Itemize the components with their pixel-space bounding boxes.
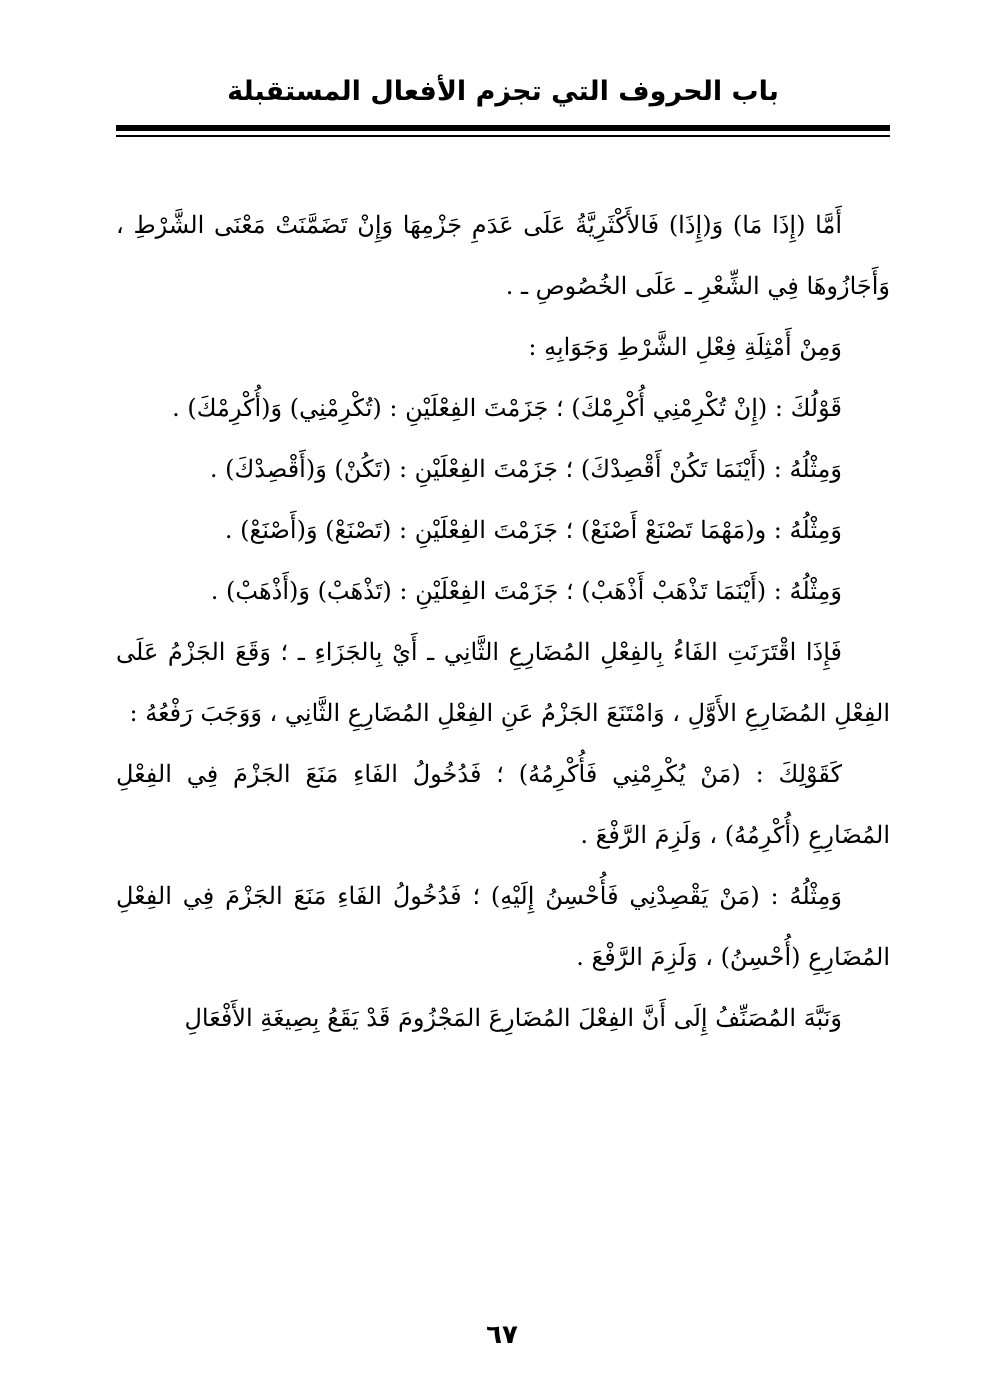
paragraph: فَإِذَا اقْتَرَنَتِ الفَاءُ بِالفِعْلِ المُضَارِعِ الثَّانِي ـ أَيْ بِالجَزَاءِ ـ ؛ وَقَعَ الجَزْمُ عَلَى الفِعْلِ المُضَارِعِ الأَوَّلِ ، وَامْتَنَعَ الجَزْمُ عَنِ الفِعْلِ المُضَارِعِ الثَّانِي ، وَوَجَبَ رَفْعُهُ : <box>116 638 890 727</box>
paragraph: وَمِثْلُهُ : (أَيْنَمَا تَذْهَبْ أَذْهَبْ) ؛ جَزَمْتَ الفِعْلَيْنِ : (تَذْهَبْ) وَ(أَذْهَبْ) . <box>210 577 842 605</box>
header-rule-thin <box>116 135 890 137</box>
paragraph: وَمِنْ أَمْثِلَةِ فِعْلِ الشَّرْطِ وَجَوَابِهِ : <box>528 333 842 361</box>
header-rule-thick <box>116 125 890 131</box>
paragraph: أَمَّا (إِذَا مَا) وَ(إِذَا) فَالأَكْثَرِيَّةُ عَلَى عَدَمِ جَزْمِهَا وَإِنْ تَضَمَّنَتْ مَعْنَى الشَّرْطِ ، وَأَجَازُوهَا فِي الشِّعْرِ ـ عَلَى الخُصُوصِ ـ . <box>116 211 890 300</box>
paragraph: وَمِثْلُهُ : (مَنْ يَقْصِدْنِي فَأُحْسِنُ إِلَيْهِ) ؛ فَدُخُولُ الفَاءِ مَنَعَ الجَزْمَ فِي الفِعْلِ المُضَارِعِ (أُحْسِنُ) ، وَلَزِمَ الرَّفْعَ . <box>116 882 890 971</box>
paragraph: وَمِثْلُهُ : و(مَهْمَا تَصْنَعْ أَصْنَعْ) ؛ جَزَمْتَ الفِعْلَيْنِ : (تَصْنَعْ) وَ(أَصْنَعْ) . <box>224 516 842 544</box>
paragraph: وَنَبَّهَ المُصَنِّفُ إِلَى أَنَّ الفِعْلَ المُضَارِعَ المَجْزُومَ قَدْ يَقَعُ بِصِيغَةِ الأَفْعَالِ <box>184 1004 842 1032</box>
running-header: باب الحروف التي تجزم الأفعال المستقبلة <box>227 76 779 107</box>
page-number: ٦٧ <box>486 1320 518 1350</box>
paragraph: كَقَوْلِكَ : (مَنْ يُكْرِمْنِي فَأُكْرِمُهُ) ؛ فَدُخُولُ الفَاءِ مَنَعَ الجَزْمَ فِي الفِعْلِ المُضَارِعِ (أُكْرِمُهُ) ، وَلَزِمَ الرَّفْعَ . <box>116 760 890 849</box>
paragraph: وَمِثْلُهُ : (أَيْنَمَا تَكُنْ أَقْصِدْكَ) ؛ جَزَمْتَ الفِعْلَيْنِ : (تَكُنْ) وَ(أَقْصِدْكَ) . <box>209 455 842 483</box>
paragraph: قَوْلُكَ : (إِنْ تُكْرِمْنِي أُكْرِمْكَ) ؛ جَزَمْتَ الفِعْلَيْنِ : (تُكْرِمْنِي) وَ(أُكْرِمْكَ) . <box>172 394 842 422</box>
body-text <box>116 195 890 1049</box>
